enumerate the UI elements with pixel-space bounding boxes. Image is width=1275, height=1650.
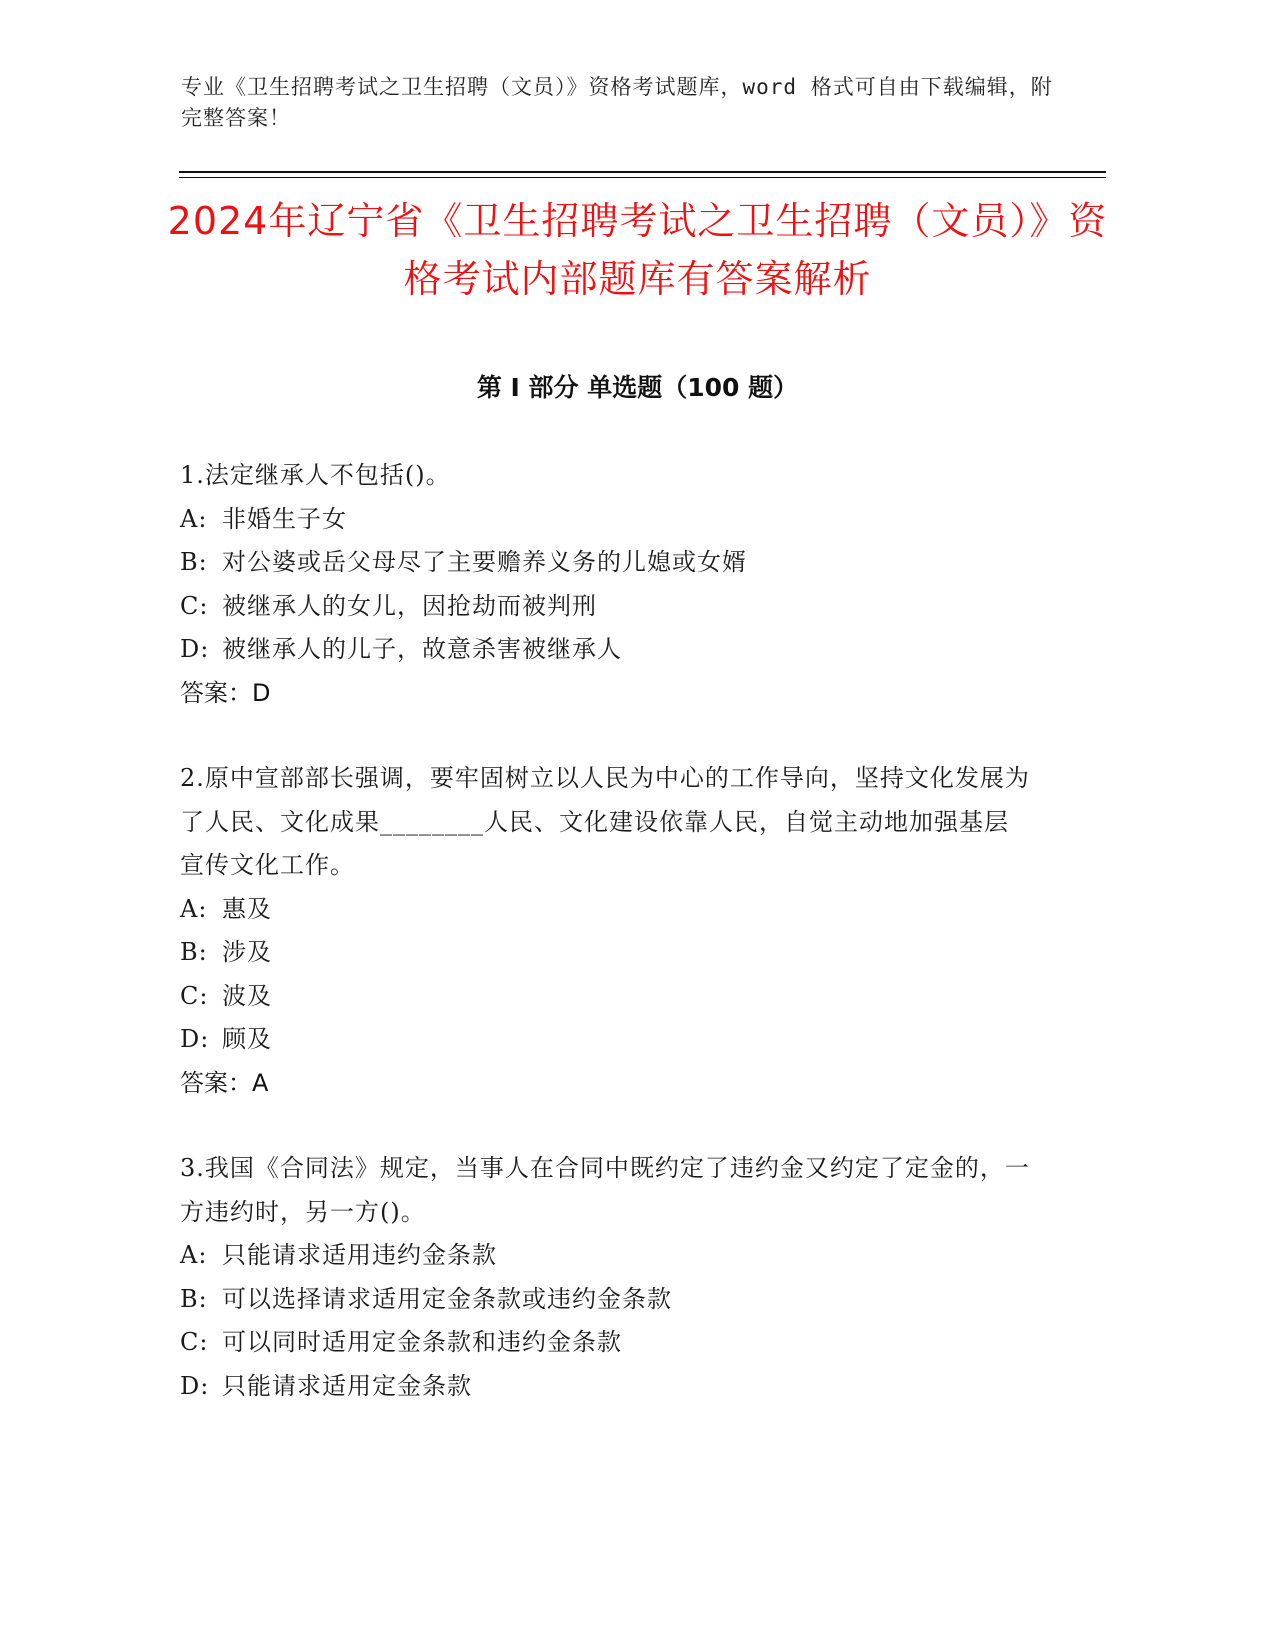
option-key: C: <box>180 591 209 620</box>
option-d <box>180 1365 1030 1409</box>
option-text: 对公婆或岳父母尽了主要赡养义务的儿媳或女婿 <box>222 548 747 576</box>
option-text: 顾及 <box>222 1025 272 1053</box>
question-stem: 2.原中宣部部长强调，要牢固树立以人民为中心的工作导向，坚持文化发展为了人民、文化成果________人民、文化建设依靠人民，自觉主动地加强基层宣传文化工作。 <box>180 764 1030 879</box>
question-stem: 1.法定继承人不包括()。 <box>180 461 451 489</box>
question-list <box>180 454 1030 1450</box>
option-key: D: <box>180 635 210 663</box>
option-text: 非婚生子女 <box>222 504 347 533</box>
option-text: 只能请求适用违约金条款 <box>222 1241 497 1269</box>
option-key: A: <box>180 504 208 533</box>
option-b <box>180 541 1030 585</box>
option-a <box>180 888 1030 932</box>
header-note: 专业《卫生招聘考试之卫生招聘（文员）》资格考试题库，word 格式可自由下载编辑，附完整答案！ <box>181 75 1053 130</box>
option-text: 只能请求适用定金条款 <box>222 1371 472 1400</box>
option-key: D: <box>180 1371 210 1400</box>
option-b <box>180 1278 1030 1322</box>
option-text: 可以同时适用定金条款和违约金条款 <box>222 1328 622 1356</box>
answer: 答案：D <box>180 678 271 707</box>
option-text: 被继承人的女儿，因抢劫而被判刑 <box>222 591 597 620</box>
section-title: 第 I 部分 单选题（100 题） <box>476 373 799 402</box>
option-a <box>180 498 1030 542</box>
question-1 <box>180 454 1030 715</box>
option-text: 可以选择请求适用定金条款或违约金条款 <box>222 1284 672 1313</box>
option-text: 惠及 <box>222 894 272 923</box>
option-key: B: <box>180 1284 208 1313</box>
document-title: 2024年辽宁省《卫生招聘考试之卫生招聘（文员）》资格考试内部题库有答案解析 <box>167 199 1108 301</box>
option-c <box>180 1321 1030 1365</box>
question-3 <box>180 1147 1030 1408</box>
option-key: A: <box>180 1241 208 1269</box>
option-key: B: <box>180 548 208 576</box>
option-text: 涉及 <box>222 938 272 966</box>
option-c <box>180 585 1030 629</box>
option-key: D: <box>180 1025 210 1053</box>
option-d <box>180 628 1030 672</box>
question-2 <box>180 757 1030 1105</box>
header-divider-thin <box>179 177 1106 178</box>
option-key: B: <box>180 938 208 966</box>
option-c <box>180 975 1030 1019</box>
option-a <box>180 1234 1030 1278</box>
header-divider-thick <box>179 171 1106 173</box>
option-d <box>180 1018 1030 1062</box>
option-key: C: <box>180 1328 209 1356</box>
option-key: C: <box>180 981 209 1010</box>
option-text: 被继承人的儿子，故意杀害被继承人 <box>222 635 622 663</box>
question-stem: 3.我国《合同法》规定，当事人在合同中既约定了违约金又约定了定金的，一方违约时，另一方()。 <box>180 1154 1030 1226</box>
option-b <box>180 931 1030 975</box>
answer: 答案：A <box>180 1068 269 1097</box>
option-text: 波及 <box>222 981 272 1010</box>
option-key: A: <box>180 894 208 923</box>
